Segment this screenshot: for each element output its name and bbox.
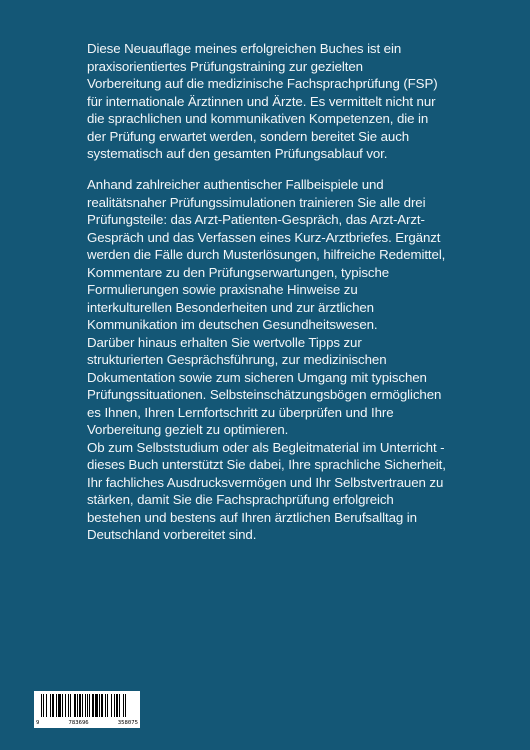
- barcode-bar: [123, 694, 124, 717]
- barcode-bar: [85, 694, 86, 717]
- barcode-bar: [62, 694, 63, 717]
- barcode-bar: [114, 694, 115, 717]
- barcode-bar: [101, 694, 103, 717]
- barcode-bar: [116, 694, 118, 717]
- barcode-bar: [77, 694, 78, 717]
- barcode-bar: [125, 694, 126, 717]
- isbn-barcode: [34, 691, 140, 728]
- barcode-bar: [68, 694, 69, 717]
- barcode-bar: [70, 694, 71, 717]
- barcode-bar: [89, 694, 90, 717]
- barcode-bar: [56, 694, 57, 717]
- barcode-bars: [41, 694, 133, 717]
- barcode-bar: [52, 694, 54, 717]
- barcode-bar: [58, 694, 61, 717]
- blurb-text-intro: Diese Neuauflage meines erfolgreichen Buches ist ein praxisorientiertes Prüfungstraining zur gezielten Vorbereitung auf die medizinische Fachsprachprüfung (FSP) für internationale Ärztinnen und Ärzte. Es vermittelt nicht nur die sprachlichen und kommunikativen Kompetenzen, die in der Prüfung erwartet werden, sondern bereitet Sie auch systematisch auf den gesamten Prüfungsablauf vor.: [87, 41, 438, 161]
- barcode-left-group: 783696: [68, 720, 89, 726]
- barcode-bar: [41, 694, 42, 717]
- barcode-bar: [99, 694, 100, 717]
- barcode-right-group: 358075: [117, 720, 138, 726]
- barcode-bar: [46, 694, 47, 717]
- barcode-bar: [79, 694, 81, 717]
- barcode-digits: [36, 720, 138, 726]
- blurb-paragraph-details: [87, 176, 497, 544]
- barcode-bar: [65, 694, 66, 717]
- barcode-bar: [111, 694, 112, 717]
- barcode-bar: [105, 694, 106, 717]
- barcode-bar: [92, 694, 94, 717]
- blurb-paragraph-intro: [87, 40, 497, 163]
- barcode-bar: [74, 694, 76, 717]
- blurb-text-details: Anhand zahlreicher authentischer Fallbeispiele und realitätsnaher Prüfungssimulationen trainieren Sie alle drei Prüfungsteile: das Arzt-Patienten-Gespräch, das Arzt-Arzt- Gespräch und das Verfassen eines Kurz-Arztbriefes. Ergänzt werden die Fälle durch Musterlösungen, hilfreiche Redemittel, Kommentare zu den Prüfungserwartungen, typische Formulierungen sowie praxisnahe Hinweise zu interkulturellen Besonderheiten und zur ärztlichen Kommunikation im deutschen Gesundheitswesen. Darüber hinaus erhalten Sie wertvolle Tipps zur strukturierten Gesprächsführung, zur medizinischen Dokumentation sowie zum sicheren Umgang mit typischen Prüfungssituationen. Selbsteinschätzungsbögen ermöglichen es Ihnen, Ihren Lernfortschritt zu überprüfen und Ihre Vorbereitung gezielt zu optimieren. Ob zum Selbststudium oder als Begleitmaterial im Unterricht - dieses Buch unterstützt Sie dabei, Ihre sprachliche Sicherheit, Ihr fachliches Ausdrucksvermögen und Ihr Selbstvertrauen zu stärken, damit Sie die Fachsprachprüfung erfolgreich bestehen und bestens auf Ihren ärztlichen Berufsalltag in Deutschland vorbereitet sind.: [87, 177, 446, 542]
- barcode-bar: [119, 694, 120, 717]
- barcode-bar: [50, 694, 51, 717]
- barcode-first-digit: 9: [36, 720, 40, 726]
- barcode-bar: [87, 694, 88, 717]
- barcode-bar: [43, 694, 44, 717]
- barcode-bar: [82, 694, 83, 717]
- barcode-bar: [107, 694, 108, 717]
- barcode-bar: [95, 694, 98, 717]
